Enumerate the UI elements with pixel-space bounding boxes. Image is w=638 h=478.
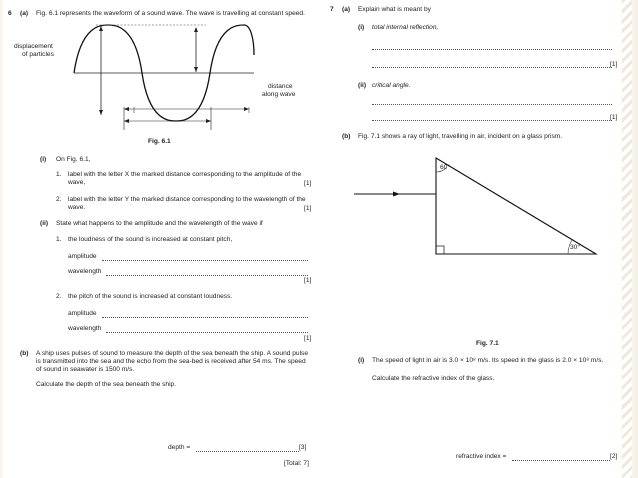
q6ai1-number: 1. (56, 171, 62, 178)
q7a-text: Explain what is meant by (358, 6, 431, 13)
q6b-instruction: Calculate the depth of the sea beneath the ship. (36, 381, 177, 388)
fig61-ylabel-line2: of particles (22, 51, 54, 58)
q6aii1-amplitude-label: amplitude (68, 253, 97, 260)
q6aii1-text: the loudness of the sound is increased at constant pitch, (68, 236, 233, 243)
q6a-label: (a) (20, 10, 29, 17)
page-background-left (0, 0, 5, 478)
q6aii1-mark: [1] (304, 277, 312, 284)
fig61-xlabel-line1: distance (268, 83, 293, 90)
q7aii-text: critical angle. (372, 82, 411, 89)
q6a-text: Fig. 6.1 represents the waveform of a sound wave. The wave is travelling at constant speed. (36, 10, 305, 17)
q7ai-text: total internal reflection, (372, 24, 439, 31)
fig61-caption: Fig. 6.1 (148, 138, 171, 145)
q6aii2-amplitude-label: amplitude (68, 310, 97, 317)
q6ai-label: (i) (40, 156, 47, 163)
q7b-label: (b) (342, 133, 351, 140)
q6aii1-wavelength-answer-line[interactable] (106, 275, 308, 276)
q6b-depth-answer-line[interactable] (196, 451, 299, 452)
q6b-depth-label: depth = (168, 444, 191, 451)
fig61-ylabel-line1: displacement (14, 43, 53, 50)
q7aii-answer-line-2[interactable] (372, 120, 612, 121)
q6-number: 6 (8, 10, 12, 17)
q6aii2-wavelength-answer-line[interactable] (106, 332, 308, 333)
question-6-page (6, 0, 318, 478)
q6aii1-wavelength-label: wavelength (68, 268, 102, 275)
marker-arrow-amplitude-bottom (194, 67, 198, 72)
q6aii-text: State what happens to the amplitude and the wavelength of the wave if (56, 220, 263, 227)
q6aii2-mark: [1] (304, 335, 312, 342)
ray-direction-arrow (393, 192, 400, 197)
q7-number: 7 (330, 6, 334, 13)
q6ai-text: On Fig. 6.1, (56, 156, 91, 163)
right-angle-marker (436, 246, 444, 254)
sound-wave-figure (6, 0, 318, 140)
span-arrow-left (124, 119, 129, 123)
q6ai1-text: label with the letter X the marked distance corresponding to the amplitude of the wave, (68, 171, 302, 187)
q7bi-refractive-index-label: refractive index = (456, 453, 507, 460)
q7ai-label: (i) (358, 24, 365, 31)
q7aii-mark: [1] (610, 114, 618, 121)
q7bi-mark: [2] (610, 453, 618, 460)
angle-label-30: 30° (570, 244, 580, 251)
q6b-text: A ship uses pulses of sound to measure the depth of the sea beneath the ship. A sound pulse is transmitted into the sea and the echo from the sea-bed is received after 54 ms. The speed of sound in seawater is 1500 m/s. (36, 350, 309, 374)
q7bi-text: The speed of light in air is 3.0 × 10⁸ m/s. Its speed in the glass is 2.0 × 10⁸ m/s. (372, 357, 604, 364)
decorative-stripes (622, 0, 632, 478)
span-arrow-right (206, 119, 211, 123)
q7aii-answer-line-1[interactable] (372, 104, 612, 105)
fig71-caption: Fig. 7.1 (476, 340, 499, 347)
q6ai2-number: 2. (56, 196, 62, 203)
q7a-label: (a) (342, 6, 351, 13)
q7bi-label: (i) (358, 357, 365, 364)
q6aii1-number: 1. (56, 236, 62, 243)
q6aii1-amplitude-answer-line[interactable] (102, 260, 308, 261)
q7ai-answer-line-2[interactable] (372, 67, 612, 68)
distance-arrow-left (124, 107, 129, 111)
q6aii2-text: the pitch of the sound is increased at constant loudness. (68, 293, 233, 300)
q7aii-label: (ii) (358, 82, 367, 89)
q6aii2-number: 2. (56, 293, 62, 300)
fig61-xlabel-line2: along wave (262, 91, 296, 98)
angle-label-60: 60° (440, 164, 450, 171)
q6ai1-mark: [1] (304, 180, 312, 187)
prism-figure (324, 150, 620, 280)
glass-prism (436, 158, 596, 254)
q7b-text: Fig. 7.1 shows a ray of light, travelling in air, incident on a glass prism. (358, 133, 563, 140)
q6ai2-text: label with the letter Y the marked distance corresponding to the wavelength of the wave. (68, 196, 306, 212)
q6-total: [Total: 7] (284, 460, 309, 467)
q6aii2-amplitude-answer-line[interactable] (102, 317, 308, 318)
q6ai2-mark: [1] (304, 205, 312, 212)
question-7-page (324, 0, 620, 478)
marker-arrow-bottom (99, 110, 103, 115)
q7bi-refractive-index-answer-line[interactable] (512, 460, 610, 461)
q7ai-mark: [1] (610, 61, 618, 68)
q6aii2-wavelength-label: wavelength (68, 325, 102, 332)
q6aii-label: (ii) (40, 220, 49, 227)
q7bi-instruction: Calculate the refractive index of the glass. (372, 375, 495, 382)
q7ai-answer-line-1[interactable] (372, 49, 612, 50)
distance-arrow-right (244, 107, 249, 111)
marker-arrow-amplitude-top (194, 27, 198, 32)
q6b-label: (b) (20, 350, 29, 357)
q6b-mark: [3] (299, 444, 307, 451)
